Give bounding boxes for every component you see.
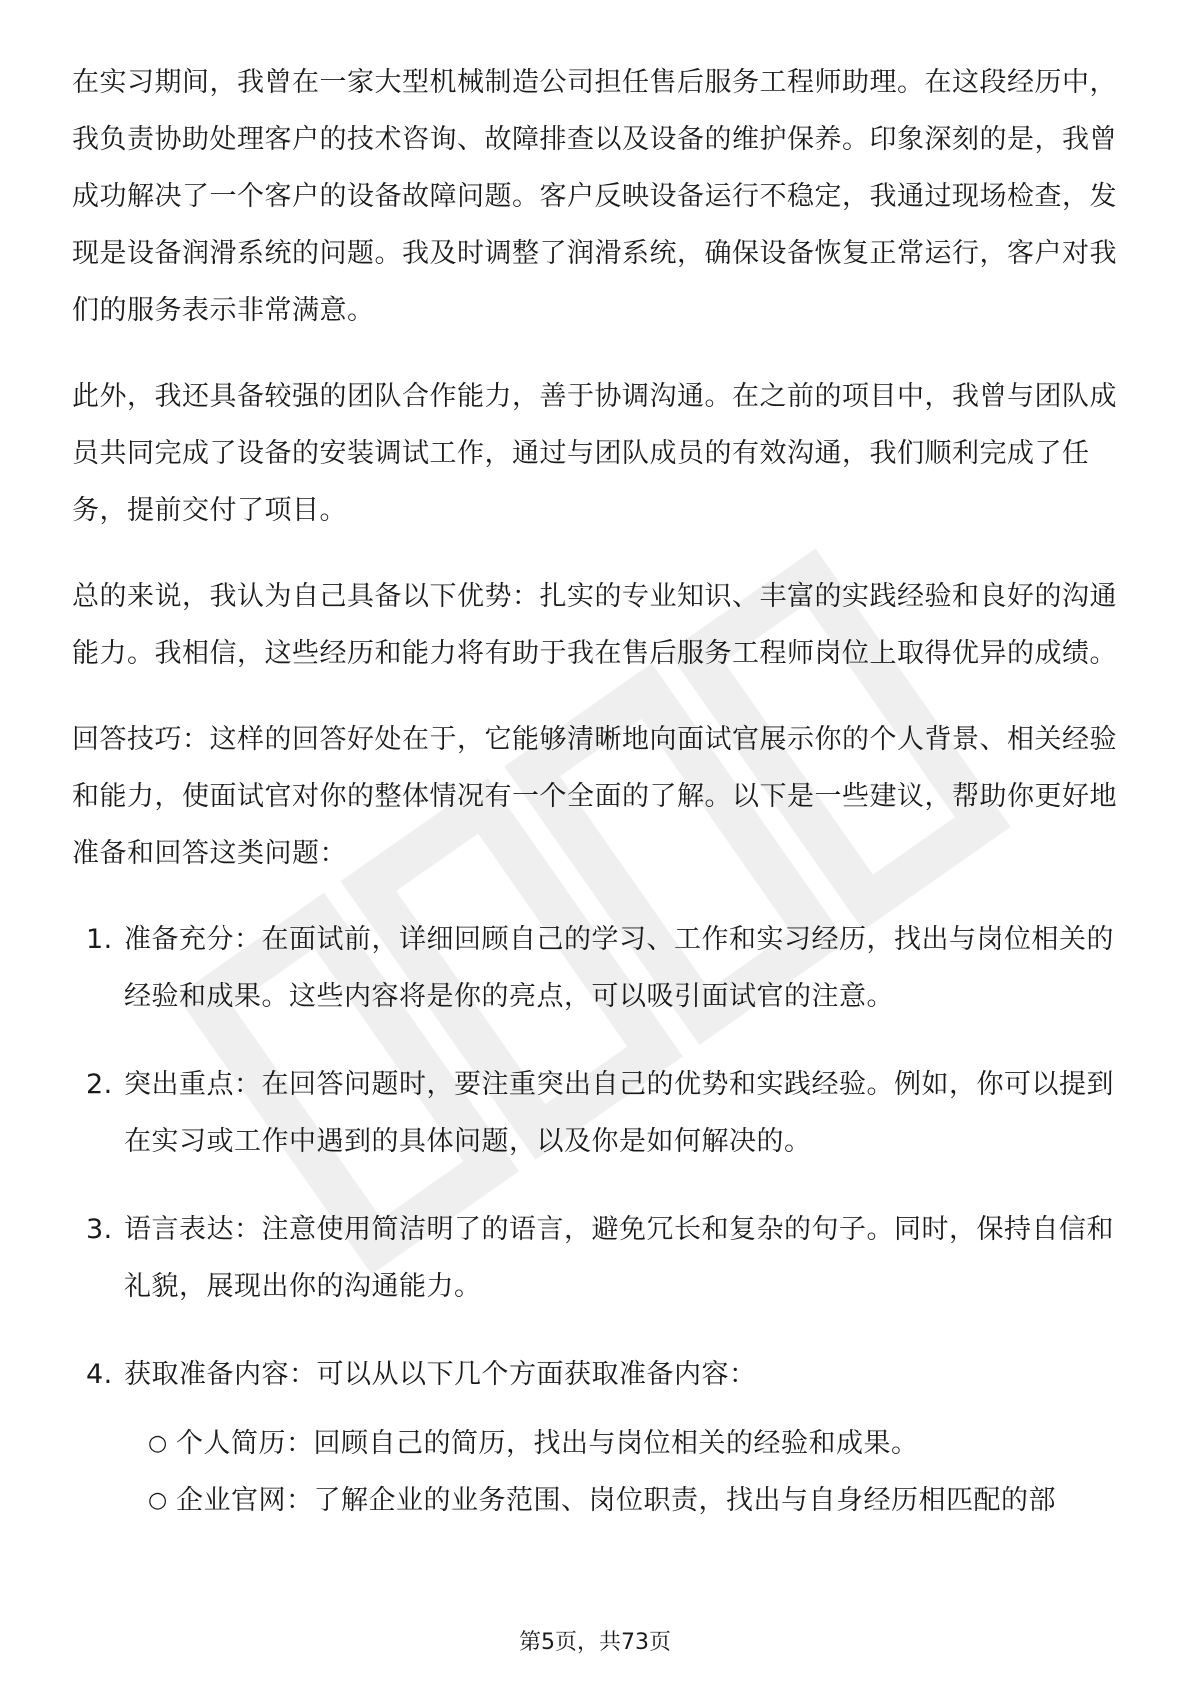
sub-list-item: [124, 1472, 1122, 1529]
list-item: [72, 1056, 1122, 1170]
sub-list-item: [124, 1415, 1122, 1472]
list-number: 3.: [86, 1214, 113, 1245]
sub-list: [124, 1415, 1122, 1529]
list-item-text: 语言表达：注意使用简洁明了的语言，避免冗长和复杂的句子。同时，保持自信和礼貌，展现出你的沟通能力。: [124, 1214, 1114, 1302]
list-number: 2.: [86, 1069, 113, 1100]
paragraph-internship: 在实习期间，我曾在一家大型机械制造公司担任售后服务工程师助理。在这段经历中，我负责协助处理客户的技术咨询、故障排查以及设备的维护保养。印象深刻的是，我曾成功解决了一个客户的设备故障问题。客户反映设备运行不稳定，我通过现场检查，发现是设备润滑系统的问题。我及时调整了润滑系统，确保设备恢复正常运行，客户对我们的服务表示非常满意。: [72, 67, 1117, 326]
sub-list-item-text: 企业官网：了解企业的业务范围、岗位职责，找出与自身经历相匹配的部: [176, 1485, 1056, 1516]
document-body: [72, 54, 1122, 1560]
list-item: [72, 911, 1122, 1025]
list-item-text: 准备充分：在面试前，详细回顾自己的学习、工作和实习经历，找出与岗位相关的经验和成果。这些内容将是你的亮点，可以吸引面试官的注意。: [124, 924, 1114, 1012]
hollow-bullet-icon: ○: [148, 1488, 168, 1513]
page-footer: 第5页，共73页: [519, 1630, 671, 1655]
hollow-bullet-icon: ○: [148, 1431, 168, 1456]
list-number: 4.: [86, 1359, 113, 1390]
list-item-text: 获取准备内容：可以从以下几个方面获取准备内容：: [124, 1359, 757, 1390]
tips-list: [72, 911, 1122, 1529]
sub-list-item-text: 个人简历：回顾自己的简历，找出与岗位相关的经验和成果。: [176, 1428, 919, 1459]
list-number: 1.: [86, 924, 113, 955]
paragraph-summary: 总的来说，我认为自己具备以下优势：扎实的专业知识、丰富的实践经验和良好的沟通能力。我相信，这些经历和能力将有助于我在售后服务工程师岗位上取得优异的成绩。: [72, 581, 1117, 669]
paragraph-answer-tips: 回答技巧：这样的回答好处在于，它能够清晰地向面试官展示你的个人背景、相关经验和能力，使面试官对你的整体情况有一个全面的了解。以下是一些建议，帮助你更好地准备和回答这类问题：: [72, 724, 1117, 869]
list-item-text: 突出重点：在回答问题时，要注重突出自己的优势和实践经验。例如，你可以提到在实习或工作中遇到的具体问题，以及你是如何解决的。: [124, 1069, 1114, 1157]
list-item: [72, 1201, 1122, 1315]
list-item: [72, 1346, 1122, 1529]
paragraph-teamwork: 此外，我还具备较强的团队合作能力，善于协调沟通。在之前的项目中，我曾与团队成员共同完成了设备的安装调试工作，通过与团队成员的有效沟通，我们顺利完成了任务，提前交付了项目。: [72, 381, 1117, 526]
